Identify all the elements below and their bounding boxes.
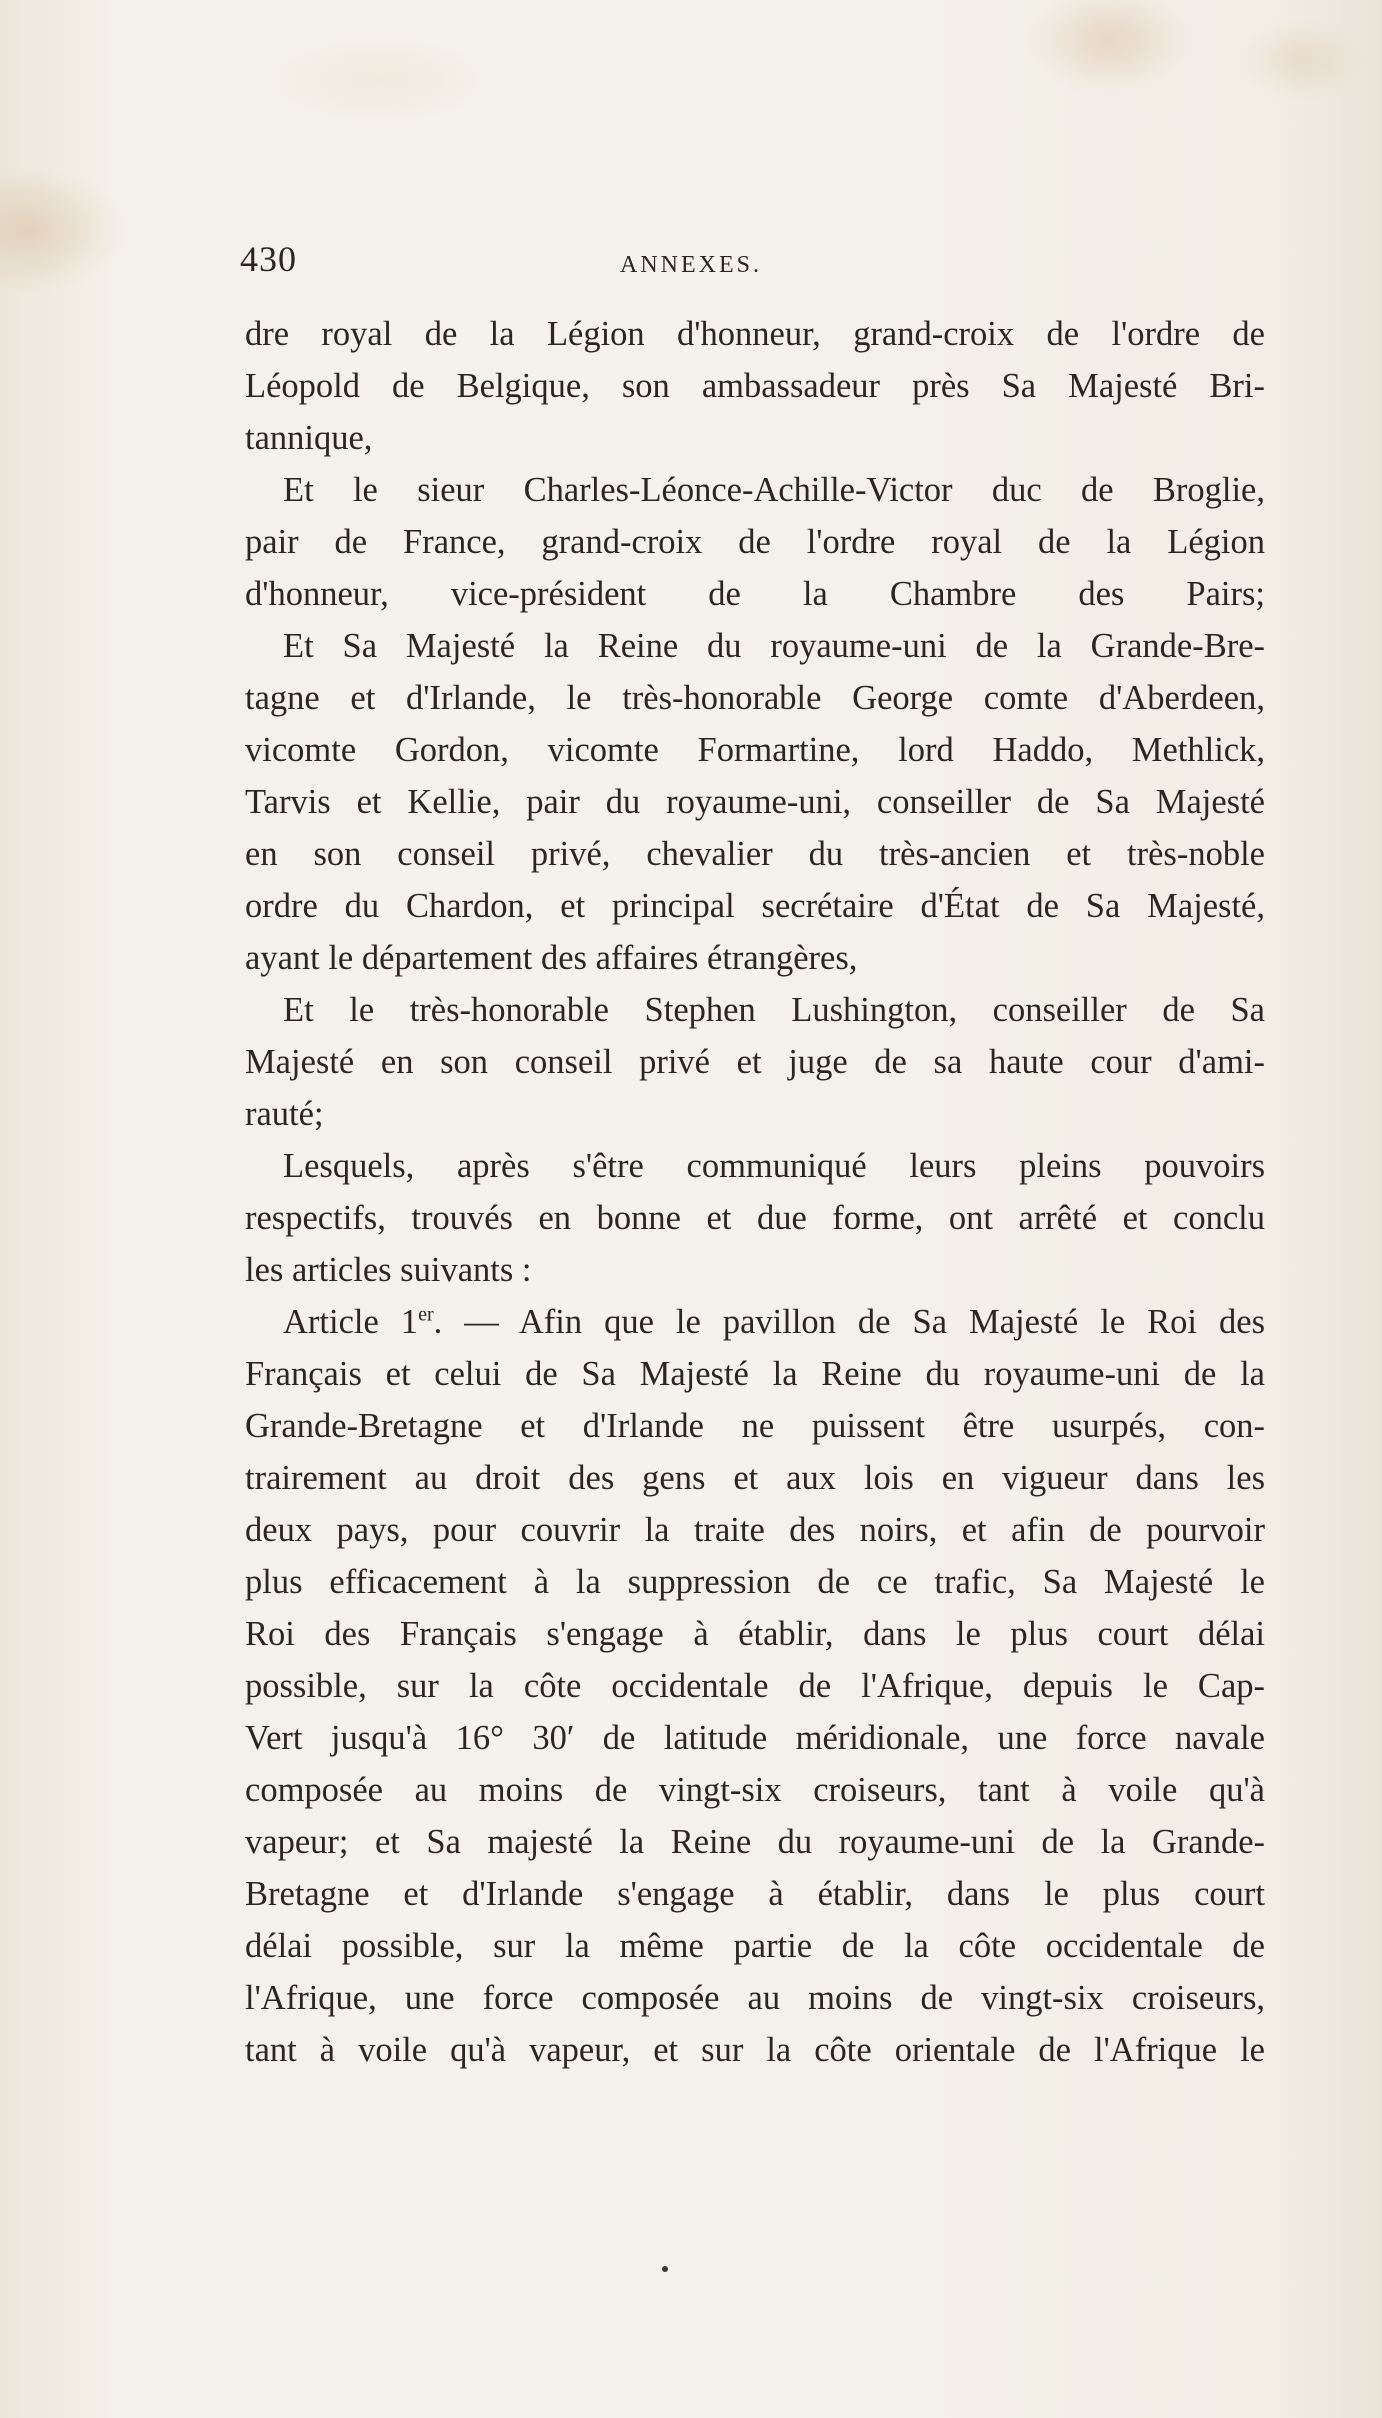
text-line: en son conseil privé, chevalier du très-ancien et très-noble <box>245 835 1265 873</box>
text-line: Français et celui de Sa Majesté la Reine du royaume-uni de la <box>245 1355 1265 1393</box>
text-line: vicomte Gordon, vicomte Formartine, lord Haddo, Methlick, <box>245 731 1265 769</box>
article-text: . — Afin que le pavillon de Sa Majesté le Roi des <box>433 1303 1265 1341</box>
text-line: Roi des Français s'engage à établir, dans le plus court délai <box>245 1615 1265 1653</box>
text-line: Grande-Bretagne et d'Irlande ne puissent être usurpés, con- <box>245 1407 1265 1445</box>
text-line: délai possible, sur la même partie de la côte occidentale de <box>245 1927 1265 1965</box>
text-line: rauté; <box>245 1095 324 1133</box>
page-number: 430 <box>240 239 297 279</box>
text-line: tannique, <box>245 419 373 457</box>
text-line: les articles suivants : <box>245 1251 532 1289</box>
text-line: pair de France, grand-croix de l'ordre royal de la Légion <box>245 523 1265 561</box>
section-title: ANNEXES. <box>620 252 762 278</box>
text-line: Bretagne et d'Irlande s'engage à établir, dans le plus court <box>245 1875 1265 1913</box>
text-line: Lesquels, après s'être communiqué leurs pleins pouvoirs <box>283 1147 1265 1185</box>
text-line: l'Afrique, une force composée au moins de vingt-six croiseurs, <box>245 1979 1265 2017</box>
text-line: Léopold de Belgique, son ambassadeur près Sa Majesté Bri- <box>245 367 1265 405</box>
text-line: ayant le département des affaires étrangères, <box>245 939 858 977</box>
text-line: tant à voile qu'à vapeur, et sur la côte orientale de l'Afrique le <box>245 2031 1265 2069</box>
text-line: respectifs, trouvés en bonne et due forme, ont arrêté et conclu <box>245 1199 1265 1237</box>
text-line: ordre du Chardon, et principal secrétaire d'État de Sa Majesté, <box>245 887 1265 925</box>
text-line: Et Sa Majesté la Reine du royaume-uni de la Grande-Bre- <box>283 627 1265 665</box>
article-label: Article 1 <box>283 1303 419 1341</box>
text-line: dre royal de la Légion d'honneur, grand-croix de l'ordre de <box>245 315 1265 353</box>
ordinal-superscript: er <box>418 1303 434 1326</box>
body-text <box>245 308 1265 2076</box>
text-line: d'honneur, vice-président de la Chambre des Pairs; <box>245 575 1265 613</box>
text-line: composée au moins de vingt-six croiseurs, tant à voile qu'à <box>245 1771 1265 1809</box>
text-line: Vert jusqu'à 16° 30′ de latitude méridionale, une force navale <box>245 1719 1265 1757</box>
text-line: tagne et d'Irlande, le très-honorable George comte d'Aberdeen, <box>245 679 1265 717</box>
article-line <box>245 1296 1265 1348</box>
ink-speck <box>662 2266 668 2272</box>
text-line: Et le très-honorable Stephen Lushington, conseiller de Sa <box>283 991 1265 1029</box>
text-line: Et le sieur Charles-Léonce-Achille-Victor duc de Broglie, <box>283 471 1265 509</box>
text-line: Tarvis et Kellie, pair du royaume-uni, conseiller de Sa Majesté <box>245 783 1265 821</box>
text-line: trairement au droit des gens et aux lois en vigueur dans les <box>245 1459 1265 1497</box>
text-line: Majesté en son conseil privé et juge de sa haute cour d'ami- <box>245 1043 1265 1081</box>
text-line: possible, sur la côte occidentale de l'Afrique, depuis le Cap- <box>245 1667 1265 1705</box>
running-head <box>240 238 1270 278</box>
text-line: plus efficacement à la suppression de ce trafic, Sa Majesté le <box>245 1563 1265 1601</box>
text-line: vapeur; et Sa majesté la Reine du royaume-uni de la Grande- <box>245 1823 1265 1861</box>
text-line: deux pays, pour couvrir la traite des noirs, et afin de pourvoir <box>245 1511 1265 1549</box>
